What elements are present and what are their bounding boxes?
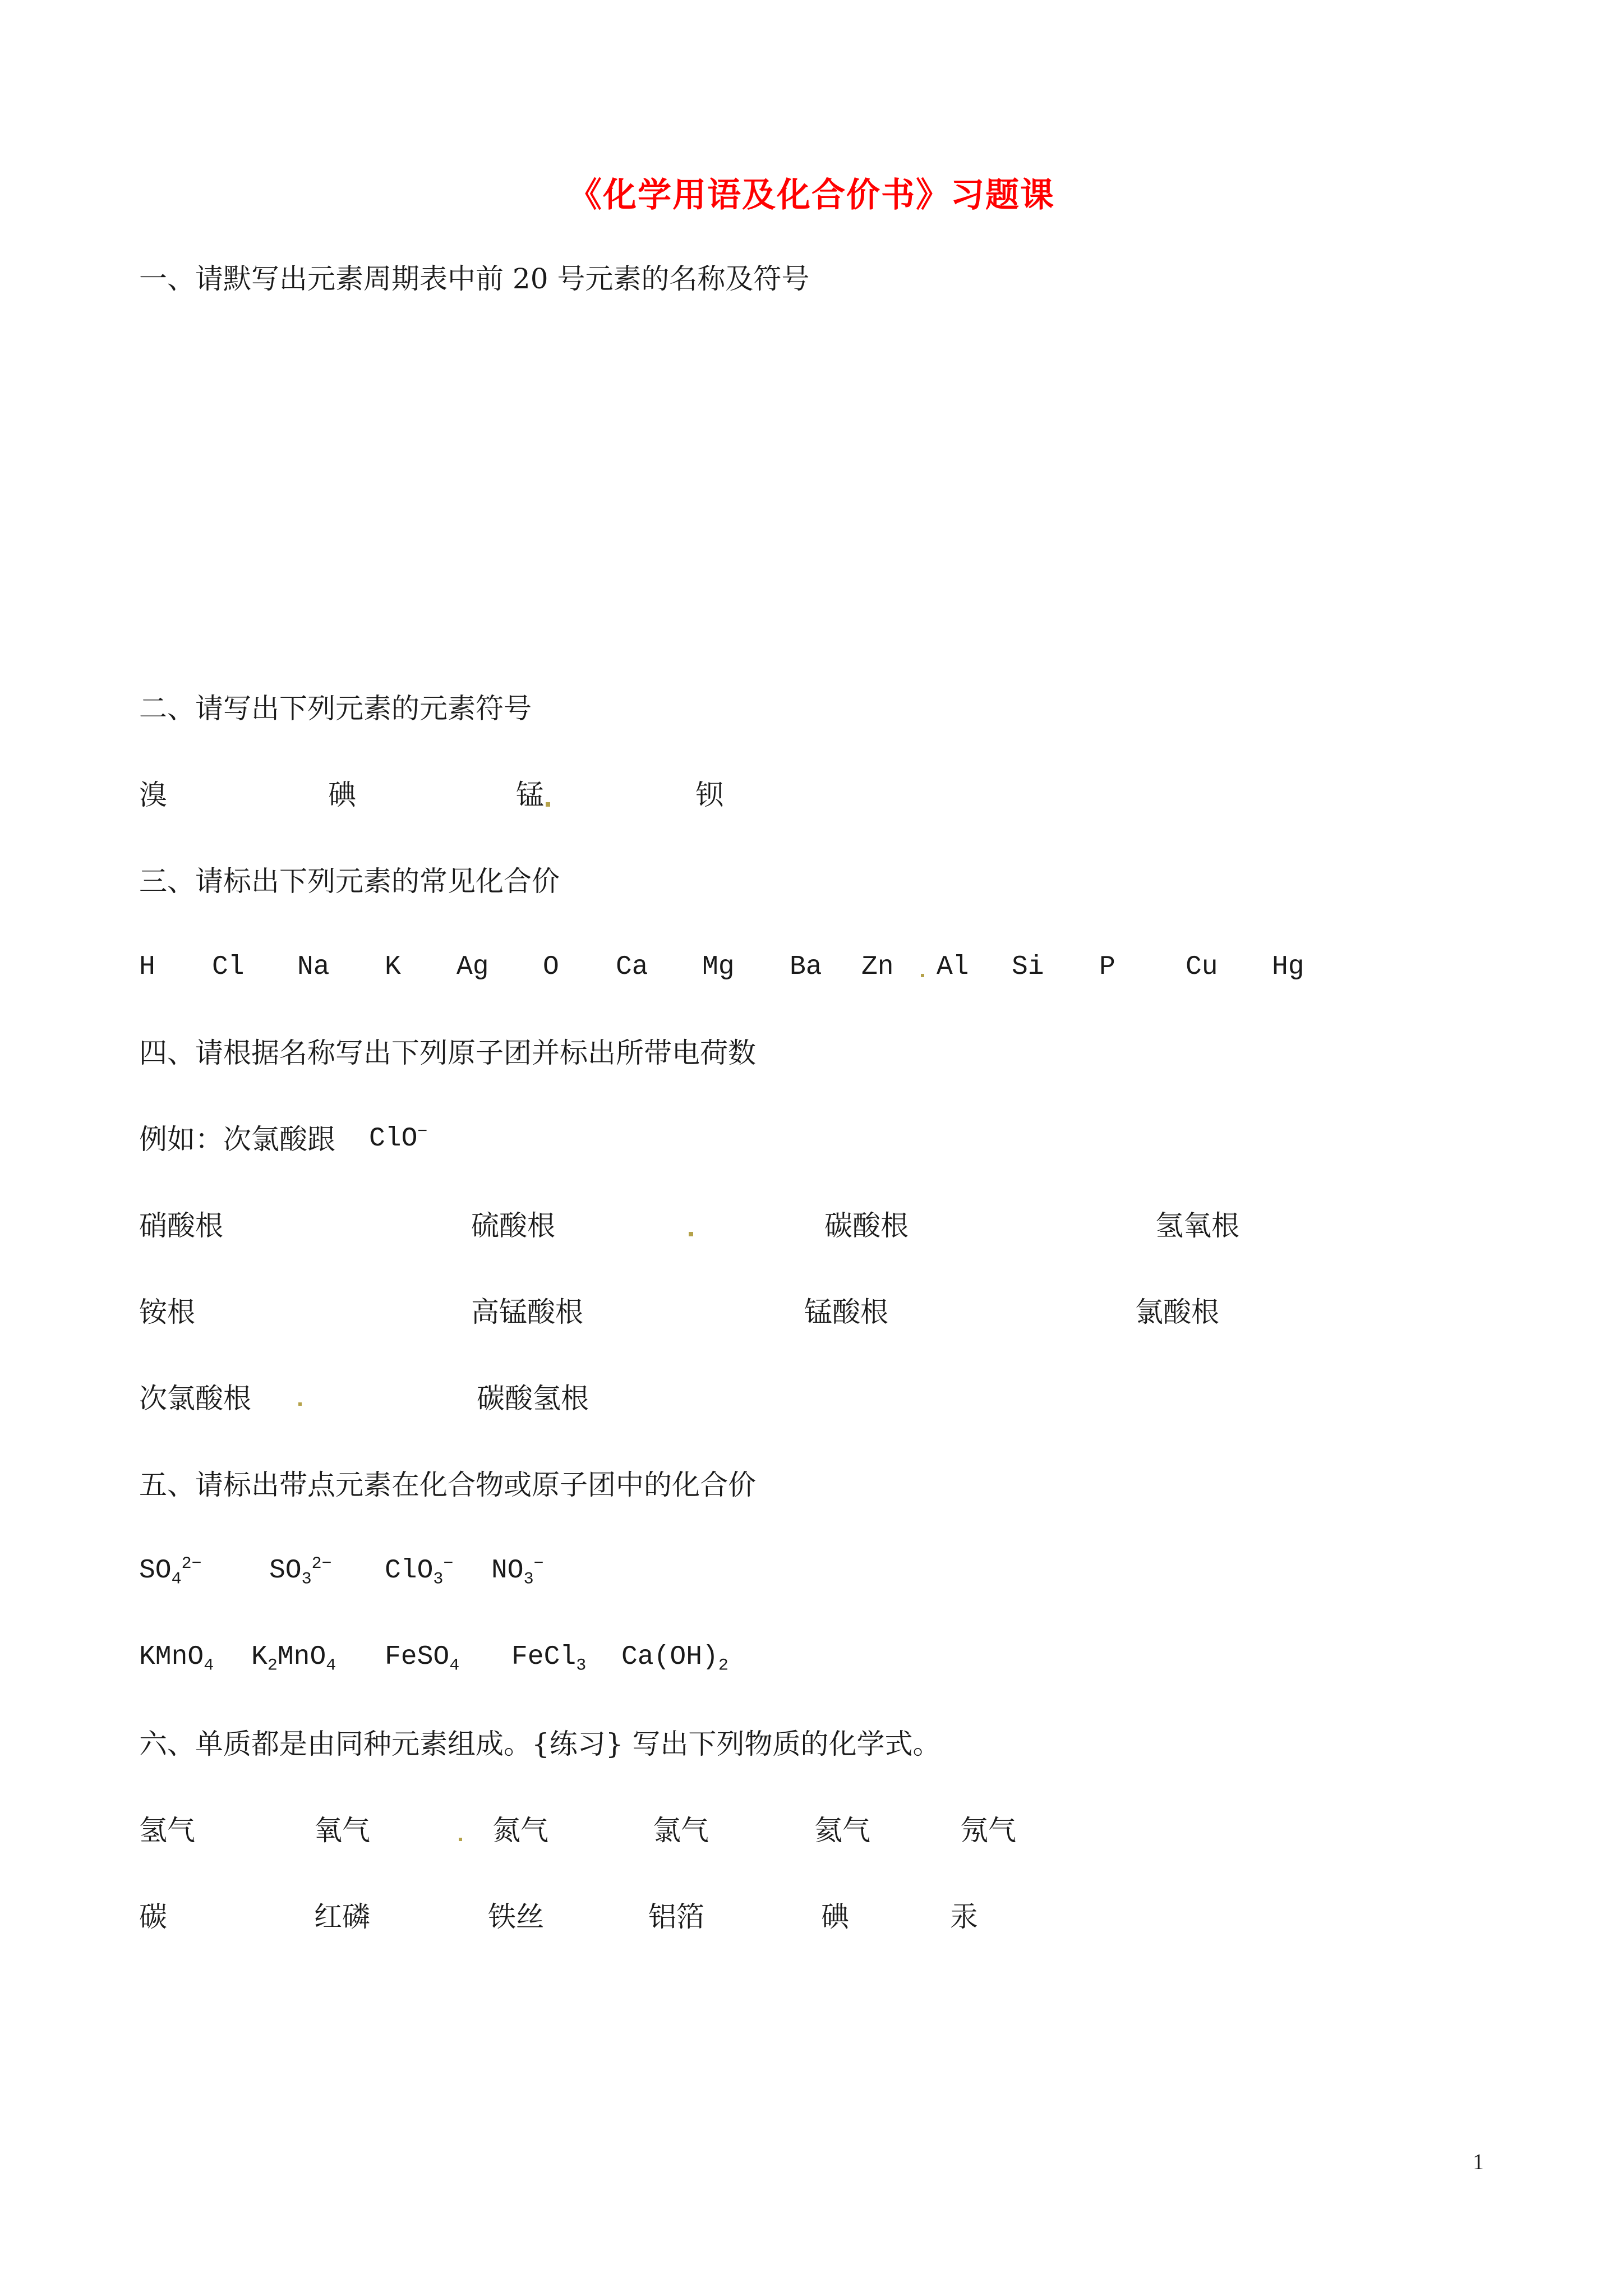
element-name: 锰 <box>516 779 544 811</box>
section-5-row-1 <box>0 1554 1623 1591</box>
page-number: 1 <box>1473 2149 1484 2174</box>
radical-name: 碳酸氢根 <box>477 1382 589 1415</box>
ion-formula: $SO_4^{2-}$ <box>139 1554 202 1589</box>
element-name: 溴 <box>139 779 167 811</box>
substance-name: 氧气 <box>314 1814 370 1847</box>
section-5-row-2 <box>0 1644 1623 1677</box>
section-4-row-1 <box>0 1209 1623 1245</box>
element-symbol: Mg <box>702 952 735 982</box>
substance-name: 氖气 <box>960 1814 1016 1847</box>
radical-name: 碳酸根 <box>824 1209 909 1242</box>
substance-name: 碘 <box>821 1901 849 1933</box>
ion-formula: ClO$_3$− <box>385 1554 454 1589</box>
substance-name: 氢气 <box>139 1814 195 1847</box>
section-2-heading: 二、请写出下列元素的元素符号 <box>139 692 532 725</box>
element-name: 钡 <box>695 779 723 811</box>
element-symbol: Ca <box>616 952 648 982</box>
element-symbol: Al <box>937 952 969 982</box>
scan-speck <box>546 802 550 807</box>
section-6-row-2 <box>0 1903 1623 1936</box>
element-symbol: Hg <box>1272 952 1304 982</box>
section-4-heading: 四、请根据名称写出下列原子团并标出所带电荷数 <box>139 1037 756 1069</box>
radical-name: 高锰酸根 <box>471 1296 583 1328</box>
section-4-example <box>0 1122 1623 1159</box>
substance-name: 氯气 <box>653 1814 709 1847</box>
radical-name: 氢氧根 <box>1155 1209 1239 1242</box>
section-1-heading: 一、请默写出元素周期表中前 20 号元素的名称及符号 <box>139 263 810 295</box>
section-3-elements <box>0 954 1623 987</box>
substance-name: 红磷 <box>314 1901 370 1933</box>
compound-formula: FeSO$_4$ <box>385 1642 460 1676</box>
element-symbol: Na <box>297 952 330 982</box>
radical-name: 次氯酸根 <box>139 1382 251 1415</box>
substance-name: 汞 <box>950 1901 978 1933</box>
section-4-row-3 <box>0 1384 1623 1418</box>
radical-name: 硝酸根 <box>139 1209 223 1242</box>
section-3-heading: 三、请标出下列元素的常见化合价 <box>139 865 560 898</box>
radical-name: 铵根 <box>139 1296 195 1328</box>
scan-speck <box>459 1838 462 1841</box>
substance-name: 碳 <box>139 1901 167 1933</box>
ion-formula: $NO_3^-$ <box>491 1554 544 1589</box>
element-symbol: H <box>139 952 155 982</box>
compound-formula: KMnO$_4$ <box>139 1642 214 1676</box>
element-symbol: Ag <box>457 952 489 982</box>
section-6-row-1 <box>0 1816 1623 1850</box>
element-symbol: Cu <box>1186 952 1218 982</box>
element-symbol: Zn <box>861 952 894 982</box>
scan-speck <box>298 1402 302 1406</box>
radical-name: 硫酸根 <box>471 1209 555 1242</box>
substance-name: 氮气 <box>492 1814 548 1847</box>
compound-formula: FeCl$_3$ <box>511 1642 587 1676</box>
compound-formula: $K_2MnO_4$ <box>251 1642 336 1676</box>
example-formula: ClO− <box>369 1122 428 1154</box>
element-symbol: Si <box>1012 952 1044 982</box>
substance-name: 铝箔 <box>648 1901 704 1933</box>
ion-formula: $SO_3^{2-}$ <box>269 1554 332 1589</box>
substance-name: 铁丝 <box>488 1901 544 1933</box>
element-name: 碘 <box>328 779 356 811</box>
element-symbol: O <box>543 952 559 982</box>
section-4-row-2 <box>0 1298 1623 1332</box>
example-label: 例如：次氯酸跟 <box>139 1123 335 1156</box>
section-5-heading: 五、请标出带点元素在化合物或原子团中的化合价 <box>139 1469 756 1501</box>
radical-name: 锰酸根 <box>804 1296 888 1328</box>
scan-speck <box>689 1232 693 1236</box>
element-symbol: Cl <box>212 952 245 982</box>
substance-name: 氦气 <box>814 1814 870 1847</box>
radical-name: 氯酸根 <box>1135 1296 1219 1328</box>
section-6-heading: 六、单质都是由同种元素组成。{练习} 写出下列物质的化学式。 <box>139 1728 941 1760</box>
page-title: 《化学用语及化合价书》习题课 <box>568 176 1055 215</box>
element-symbol: Ba <box>790 952 822 982</box>
section-2-items <box>0 781 1623 815</box>
element-symbol: K <box>385 952 401 982</box>
compound-formula: $Ca(OH)_2$ <box>621 1642 728 1676</box>
scan-speck <box>921 974 924 977</box>
element-symbol: P <box>1099 952 1115 982</box>
